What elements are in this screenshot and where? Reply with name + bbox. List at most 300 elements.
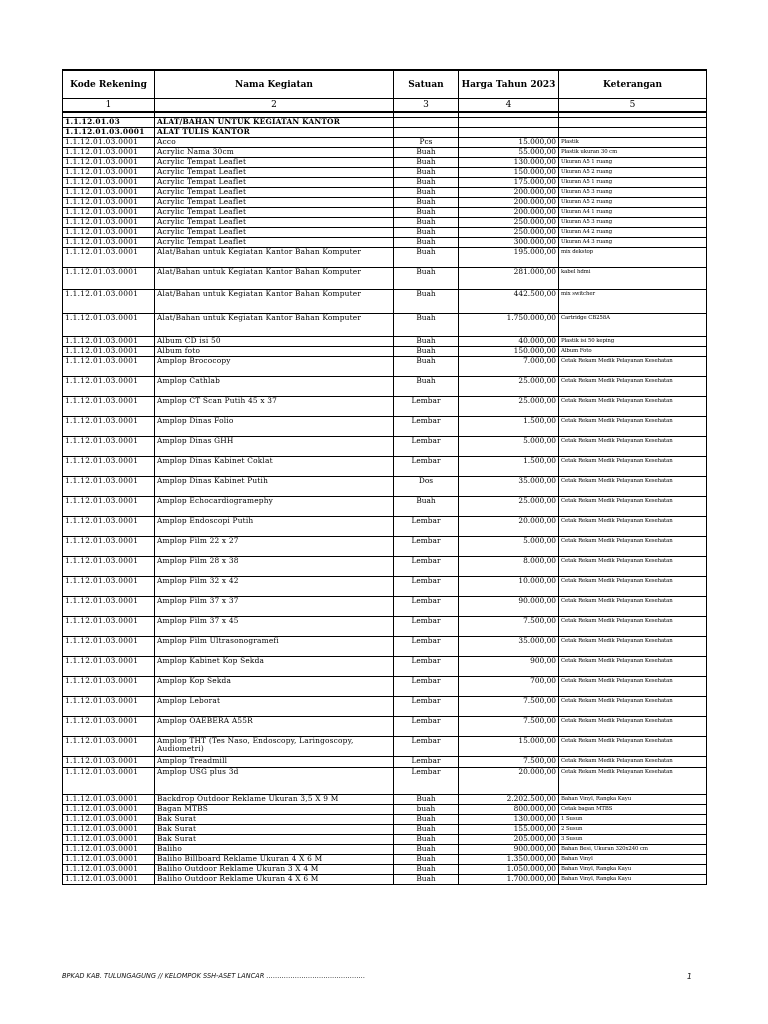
cell-keterangan: Plastik: [559, 138, 707, 148]
table-row: [63, 537, 707, 557]
cell-kode-rekening: 1.1.12.01.03.0001: [63, 795, 155, 805]
cell-keterangan: Plastik isi 50 keping: [559, 337, 707, 347]
cell-harga: 130.000,00: [459, 158, 559, 168]
cell-kode-rekening: 1.1.12.01.03.0001: [63, 477, 155, 497]
table-row: [63, 497, 707, 517]
cell-nama-kegiatan: Amplop USG plus 3d: [155, 768, 394, 795]
cell-satuan: Buah: [394, 188, 459, 198]
table-row: [63, 168, 707, 178]
cell-kode-rekening: 1.1.12.01.03.0001: [63, 597, 155, 617]
cell-nama-kegiatan: ALAT/BAHAN UNTUK KEGIATAN KANTOR: [155, 118, 394, 128]
column-number: 1: [63, 99, 155, 113]
cell-nama-kegiatan: Amplop Film 37 x 45: [155, 617, 394, 637]
cell-harga: 25.000,00: [459, 397, 559, 417]
cell-kode-rekening: 1.1.12.01.03.0001: [63, 737, 155, 757]
cell-satuan: Buah: [394, 825, 459, 835]
cell-keterangan: Plastik ukuran 30 cm: [559, 148, 707, 158]
cell-kode-rekening: 1.1.12.01.03.0001: [63, 314, 155, 337]
column-number: 2: [155, 99, 394, 113]
cell-nama-kegiatan: Amplop Kop Sekda: [155, 677, 394, 697]
cell-nama-kegiatan: Amplop Treadmill: [155, 757, 394, 768]
table-row: [63, 457, 707, 477]
cell-kode-rekening: 1.1.12.01.03.0001: [63, 357, 155, 377]
cell-keterangan: Cetak Rekam Medik Pelayanan Kesehatan: [559, 677, 707, 697]
cell-harga: 1.050.000,00: [459, 865, 559, 875]
cell-harga: 700,00: [459, 677, 559, 697]
cell-keterangan: 2 Susun: [559, 825, 707, 835]
cell-satuan: [394, 128, 459, 138]
cell-keterangan: Ukuran A4 2 ruang: [559, 228, 707, 238]
cell-keterangan: Cetak Rekam Medik Pelayanan Kesehatan: [559, 397, 707, 417]
cell-keterangan: Cetak Rekam Medik Pelayanan Kesehatan: [559, 768, 707, 795]
cell-satuan: Lembar: [394, 717, 459, 737]
footer-text: BPKAD KAB. TULUNGAGUNG // KELOMPOK SSH-ASET LANCAR ………………………………………: [62, 972, 366, 980]
cell-harga: 15.000,00: [459, 737, 559, 757]
cell-nama-kegiatan: Amplop CT Scan Putih 45 x 37: [155, 397, 394, 417]
table-row: [63, 138, 707, 148]
cell-satuan: Lembar: [394, 417, 459, 437]
cell-nama-kegiatan: Amplop Film 28 x 38: [155, 557, 394, 577]
cell-kode-rekening: 1.1.12.01.03.0001: [63, 128, 155, 138]
cell-satuan: Lembar: [394, 617, 459, 637]
cell-keterangan: 3 Susun: [559, 835, 707, 845]
cell-harga: 10.000,00: [459, 577, 559, 597]
cell-keterangan: Cetak Rekam Medik Pelayanan Kesehatan: [559, 357, 707, 377]
cell-satuan: Lembar: [394, 537, 459, 557]
table-row: [63, 657, 707, 677]
cell-keterangan: Bahan Besi, Ukuran 320x240 cm: [559, 845, 707, 855]
cell-harga: 20.000,00: [459, 768, 559, 795]
cell-kode-rekening: 1.1.12.01.03.0001: [63, 208, 155, 218]
cell-nama-kegiatan: Acco: [155, 138, 394, 148]
cell-nama-kegiatan: Amplop Dinas Kabinet Putih: [155, 477, 394, 497]
cell-keterangan: Cetak Rekam Medik Pelayanan Kesehatan: [559, 697, 707, 717]
cell-nama-kegiatan: Bak Surat: [155, 815, 394, 825]
cell-nama-kegiatan: Amplop Echocardiogramephy: [155, 497, 394, 517]
cell-nama-kegiatan: Album foto: [155, 347, 394, 357]
header-nama-kegiatan: Nama Kegiatan: [155, 70, 394, 99]
cell-harga: 1.500,00: [459, 417, 559, 437]
cell-kode-rekening: 1.1.12.01.03.0001: [63, 347, 155, 357]
table-row: [63, 865, 707, 875]
cell-satuan: Lembar: [394, 437, 459, 457]
table-row: [63, 717, 707, 737]
cell-satuan: Buah: [394, 218, 459, 228]
cell-satuan: Buah: [394, 248, 459, 268]
cell-kode-rekening: 1.1.12.01.03.0001: [63, 875, 155, 885]
table-row: [63, 517, 707, 537]
cell-kode-rekening: 1.1.12.01.03.0001: [63, 337, 155, 347]
cell-satuan: Buah: [394, 357, 459, 377]
cell-nama-kegiatan: Amplop Brococopy: [155, 357, 394, 377]
cell-kode-rekening: 1.1.12.01.03.0001: [63, 637, 155, 657]
table-row: [63, 845, 707, 855]
cell-harga: 1.750.000,00: [459, 314, 559, 337]
cell-keterangan: [559, 128, 707, 138]
cell-satuan: Pcs: [394, 138, 459, 148]
column-number: 5: [559, 99, 707, 113]
cell-nama-kegiatan: Acrylic Tempat Leaflet: [155, 178, 394, 188]
table-row: [63, 314, 707, 337]
cell-harga: 300.000,00: [459, 238, 559, 248]
cell-kode-rekening: 1.1.12.01.03.0001: [63, 198, 155, 208]
cell-satuan: Lembar: [394, 697, 459, 717]
cell-keterangan: Cetak Rekam Medik Pelayanan Kesehatan: [559, 457, 707, 477]
cell-nama-kegiatan: Album CD isi 50: [155, 337, 394, 347]
cell-satuan: Buah: [394, 845, 459, 855]
cell-satuan: Lembar: [394, 768, 459, 795]
cell-harga: 900.000,00: [459, 845, 559, 855]
cell-harga: 200.000,00: [459, 188, 559, 198]
cell-kode-rekening: 1.1.12.01.03.0001: [63, 815, 155, 825]
page-footer: [62, 972, 706, 984]
cell-nama-kegiatan: Acrylic Tempat Leaflet: [155, 238, 394, 248]
cell-satuan: Buah: [394, 148, 459, 158]
table-row: [63, 617, 707, 637]
document-page: [62, 69, 706, 885]
table-row: [63, 805, 707, 815]
cell-satuan: Buah: [394, 238, 459, 248]
cell-nama-kegiatan: Amplop THT (Tes Naso, Endoscopy, Laringoscopy, Audiometri): [155, 737, 394, 757]
cell-nama-kegiatan: Bagan MTBS: [155, 805, 394, 815]
cell-kode-rekening: 1.1.12.01.03.0001: [63, 397, 155, 417]
cell-satuan: Buah: [394, 855, 459, 865]
cell-satuan: Lembar: [394, 577, 459, 597]
cell-kode-rekening: 1.1.12.01.03.0001: [63, 845, 155, 855]
cell-nama-kegiatan: Amplop Kabinet Kop Sekda: [155, 657, 394, 677]
table-row: [63, 347, 707, 357]
cell-nama-kegiatan: Baliho: [155, 845, 394, 855]
cell-nama-kegiatan: Acrylic Tempat Leaflet: [155, 218, 394, 228]
cell-keterangan: Ukuran A5 3 ruang: [559, 188, 707, 198]
cell-harga: 7.000,00: [459, 357, 559, 377]
ssh-price-table: [62, 69, 707, 885]
cell-harga: 90.000,00: [459, 597, 559, 617]
table-row: [63, 417, 707, 437]
cell-kode-rekening: 1.1.12.01.03.0001: [63, 138, 155, 148]
cell-harga: 25.000,00: [459, 377, 559, 397]
cell-kode-rekening: 1.1.12.01.03.0001: [63, 168, 155, 178]
table-row: [63, 337, 707, 347]
cell-harga: 281.000,00: [459, 268, 559, 290]
cell-keterangan: mix switcher: [559, 290, 707, 314]
cell-satuan: Buah: [394, 158, 459, 168]
cell-satuan: Buah: [394, 208, 459, 218]
cell-harga: 200.000,00: [459, 208, 559, 218]
table-row: [63, 248, 707, 268]
cell-harga: 200.000,00: [459, 198, 559, 208]
cell-nama-kegiatan: Amplop OAEBERA A55R: [155, 717, 394, 737]
cell-harga: 130.000,00: [459, 815, 559, 825]
cell-harga: 150.000,00: [459, 168, 559, 178]
cell-satuan: Buah: [394, 337, 459, 347]
cell-harga: 442.500,00: [459, 290, 559, 314]
cell-keterangan: Cetak Rekam Medik Pelayanan Kesehatan: [559, 657, 707, 677]
cell-nama-kegiatan: Alat/Bahan untuk Kegiatan Kantor Bahan Komputer: [155, 268, 394, 290]
cell-satuan: buah: [394, 805, 459, 815]
cell-kode-rekening: 1.1.12.01.03.0001: [63, 537, 155, 557]
table-row: [63, 637, 707, 657]
cell-kode-rekening: 1.1.12.01.03.0001: [63, 557, 155, 577]
column-number: 3: [394, 99, 459, 113]
cell-satuan: Buah: [394, 347, 459, 357]
cell-keterangan: Ukuran A5 2 ruang: [559, 168, 707, 178]
cell-nama-kegiatan: Amplop Dinas Kabinet Coklat: [155, 457, 394, 477]
cell-harga: 35.000,00: [459, 477, 559, 497]
cell-nama-kegiatan: Bak Surat: [155, 835, 394, 845]
cell-harga: 15.000,00: [459, 138, 559, 148]
cell-kode-rekening: 1.1.12.01.03.0001: [63, 577, 155, 597]
cell-harga: 175.000,00: [459, 178, 559, 188]
cell-harga: 1.700.000,00: [459, 875, 559, 885]
cell-keterangan: Ukuran A5 2 ruang: [559, 198, 707, 208]
cell-nama-kegiatan: Amplop Dinas Folio: [155, 417, 394, 437]
table-row: [63, 557, 707, 577]
cell-kode-rekening: 1.1.12.01.03.0001: [63, 677, 155, 697]
cell-nama-kegiatan: Acrylic Tempat Leaflet: [155, 198, 394, 208]
cell-keterangan: Cetak Rekam Medik Pelayanan Kesehatan: [559, 437, 707, 457]
table-row: [63, 118, 707, 128]
table-row: [63, 835, 707, 845]
table-row: [63, 697, 707, 717]
table-row: [63, 437, 707, 457]
cell-satuan: [394, 118, 459, 128]
cell-harga: 1.500,00: [459, 457, 559, 477]
table-row: [63, 397, 707, 417]
cell-kode-rekening: 1.1.12.01.03.0001: [63, 238, 155, 248]
table-row: [63, 875, 707, 885]
table-row: [63, 148, 707, 158]
cell-nama-kegiatan: Acrylic Nama 30cm: [155, 148, 394, 158]
cell-harga: 250.000,00: [459, 218, 559, 228]
cell-nama-kegiatan: Amplop Dinas GHH: [155, 437, 394, 457]
cell-harga: 250.000,00: [459, 228, 559, 238]
cell-nama-kegiatan: Amplop Leborat: [155, 697, 394, 717]
cell-keterangan: Cetak Rekam Medik Pelayanan Kesehatan: [559, 717, 707, 737]
table-row: [63, 208, 707, 218]
cell-nama-kegiatan: Baliho Billboard Reklame Ukuran 4 X 6 M: [155, 855, 394, 865]
cell-keterangan: Bahan Vinyl, Rangka Kayu: [559, 875, 707, 885]
cell-satuan: Buah: [394, 168, 459, 178]
cell-nama-kegiatan: Amplop Film 37 x 37: [155, 597, 394, 617]
cell-harga: 25.000,00: [459, 497, 559, 517]
cell-kode-rekening: 1.1.12.01.03.0001: [63, 417, 155, 437]
cell-keterangan: Ukuran A5 1 ruang: [559, 158, 707, 168]
table-row: [63, 855, 707, 865]
cell-keterangan: Ukuran A4 1 ruang: [559, 208, 707, 218]
header-kode-rekening: Kode Rekening: [63, 70, 155, 99]
cell-kode-rekening: 1.1.12.01.03.0001: [63, 228, 155, 238]
cell-satuan: Lembar: [394, 737, 459, 757]
cell-satuan: Lembar: [394, 597, 459, 617]
cell-keterangan: Cetak Rekam Medik Pelayanan Kesehatan: [559, 597, 707, 617]
table-row: [63, 268, 707, 290]
cell-satuan: Lembar: [394, 557, 459, 577]
cell-nama-kegiatan: Amplop Cathlab: [155, 377, 394, 397]
cell-keterangan: Bahan Vinyl, Rangka Kayu: [559, 795, 707, 805]
cell-kode-rekening: 1.1.12.01.03.0001: [63, 657, 155, 677]
cell-satuan: Lembar: [394, 517, 459, 537]
cell-harga: 55.000,00: [459, 148, 559, 158]
cell-satuan: Lembar: [394, 757, 459, 768]
cell-nama-kegiatan: Acrylic Tempat Leaflet: [155, 228, 394, 238]
cell-keterangan: Cetak Rekam Medik Pelayanan Kesehatan: [559, 477, 707, 497]
cell-nama-kegiatan: Baliho Outdoor Reklame Ukuran 3 X 4 M: [155, 865, 394, 875]
table-row: [63, 228, 707, 238]
cell-satuan: Lembar: [394, 457, 459, 477]
cell-satuan: Buah: [394, 290, 459, 314]
cell-nama-kegiatan: Alat/Bahan untuk Kegiatan Kantor Bahan Komputer: [155, 290, 394, 314]
cell-nama-kegiatan: Acrylic Tempat Leaflet: [155, 188, 394, 198]
cell-keterangan: Cetak Rekam Medik Pelayanan Kesehatan: [559, 497, 707, 517]
cell-satuan: Buah: [394, 178, 459, 188]
table-row: [63, 128, 707, 138]
cell-harga: 7.500,00: [459, 717, 559, 737]
table-row: [63, 597, 707, 617]
cell-keterangan: Cetak Rekam Medik Pelayanan Kesehatan: [559, 757, 707, 768]
cell-kode-rekening: 1.1.12.01.03.0001: [63, 835, 155, 845]
cell-satuan: Buah: [394, 865, 459, 875]
cell-satuan: Buah: [394, 198, 459, 208]
table-row: [63, 768, 707, 795]
cell-harga: [459, 128, 559, 138]
table-row: [63, 290, 707, 314]
cell-harga: 205.000,00: [459, 835, 559, 845]
cell-kode-rekening: 1.1.12.01.03.0001: [63, 218, 155, 228]
cell-satuan: Buah: [394, 795, 459, 805]
table-row: [63, 757, 707, 768]
cell-kode-rekening: 1.1.12.01.03.0001: [63, 768, 155, 795]
cell-keterangan: Cetak Rekam Medik Pelayanan Kesehatan: [559, 737, 707, 757]
cell-keterangan: Ukuran A5 1 ruang: [559, 178, 707, 188]
cell-satuan: Buah: [394, 835, 459, 845]
table-row: [63, 477, 707, 497]
cell-satuan: Buah: [394, 875, 459, 885]
table-row: [63, 188, 707, 198]
cell-kode-rekening: 1.1.12.01.03.0001: [63, 148, 155, 158]
column-number: 4: [459, 99, 559, 113]
cell-harga: 7.500,00: [459, 757, 559, 768]
cell-keterangan: Bahan Vinyl: [559, 855, 707, 865]
cell-keterangan: Ukuran A5 3 ruang: [559, 218, 707, 228]
table-row: [63, 218, 707, 228]
cell-satuan: Buah: [394, 268, 459, 290]
table-row: [63, 825, 707, 835]
cell-nama-kegiatan: Amplop Film 22 x 27: [155, 537, 394, 557]
cell-nama-kegiatan: Amplop Endoscopi Putih: [155, 517, 394, 537]
cell-satuan: Buah: [394, 314, 459, 337]
cell-nama-kegiatan: Backdrop Outdoor Reklame Ukuran 3,5 X 9 M: [155, 795, 394, 805]
cell-keterangan: Cetak bagan MTBS: [559, 805, 707, 815]
cell-kode-rekening: 1.1.12.01.03.0001: [63, 457, 155, 477]
cell-satuan: Lembar: [394, 397, 459, 417]
cell-kode-rekening: 1.1.12.01.03.0001: [63, 377, 155, 397]
cell-kode-rekening: 1.1.12.01.03.0001: [63, 805, 155, 815]
cell-harga: 2.202.500,00: [459, 795, 559, 805]
cell-kode-rekening: 1.1.12.01.03.0001: [63, 158, 155, 168]
cell-harga: 8.000,00: [459, 557, 559, 577]
cell-kode-rekening: 1.1.12.01.03.0001: [63, 188, 155, 198]
table-row: [63, 577, 707, 597]
cell-harga: 7.500,00: [459, 697, 559, 717]
cell-kode-rekening: 1.1.12.01.03.0001: [63, 290, 155, 314]
cell-kode-rekening: 1.1.12.01.03.0001: [63, 617, 155, 637]
cell-harga: 150.000,00: [459, 347, 559, 357]
cell-harga: 40.000,00: [459, 337, 559, 347]
cell-keterangan: Ukuran A4 3 ruang: [559, 238, 707, 248]
cell-nama-kegiatan: ALAT TULIS KANTOR: [155, 128, 394, 138]
cell-keterangan: [559, 118, 707, 128]
table-row: [63, 357, 707, 377]
cell-keterangan: Cetak Rekam Medik Pelayanan Kesehatan: [559, 377, 707, 397]
cell-satuan: Buah: [394, 228, 459, 238]
header-satuan: Satuan: [394, 70, 459, 99]
cell-harga: 800.000,00: [459, 805, 559, 815]
cell-kode-rekening: 1.1.12.01.03.0001: [63, 178, 155, 188]
cell-keterangan: Cetak Rekam Medik Pelayanan Kesehatan: [559, 517, 707, 537]
cell-kode-rekening: 1.1.12.01.03.0001: [63, 517, 155, 537]
cell-kode-rekening: 1.1.12.01.03: [63, 118, 155, 128]
table-row: [63, 198, 707, 208]
table-row: [63, 238, 707, 248]
cell-harga: 5.000,00: [459, 437, 559, 457]
cell-harga: 7.500,00: [459, 617, 559, 637]
cell-keterangan: Album Foto: [559, 347, 707, 357]
cell-satuan: Dos: [394, 477, 459, 497]
cell-satuan: Buah: [394, 497, 459, 517]
cell-kode-rekening: 1.1.12.01.03.0001: [63, 757, 155, 768]
table-row: [63, 158, 707, 168]
table-header-row: [63, 70, 707, 99]
cell-satuan: Buah: [394, 815, 459, 825]
cell-keterangan: Cetak Rekam Medik Pelayanan Kesehatan: [559, 637, 707, 657]
header-harga-tahun: Harga Tahun 2023: [459, 70, 559, 99]
cell-harga: 195.000,00: [459, 248, 559, 268]
cell-harga: 5.000,00: [459, 537, 559, 557]
table-row: [63, 795, 707, 805]
table-row: [63, 377, 707, 397]
cell-kode-rekening: 1.1.12.01.03.0001: [63, 855, 155, 865]
cell-keterangan: Cetak Rekam Medik Pelayanan Kesehatan: [559, 557, 707, 577]
cell-keterangan: Cartridge CB258A: [559, 314, 707, 337]
table-row: [63, 677, 707, 697]
header-keterangan: Keterangan: [559, 70, 707, 99]
cell-nama-kegiatan: Alat/Bahan untuk Kegiatan Kantor Bahan Komputer: [155, 248, 394, 268]
cell-harga: 900,00: [459, 657, 559, 677]
cell-keterangan: Cetak Rekam Medik Pelayanan Kesehatan: [559, 537, 707, 557]
cell-harga: 20.000,00: [459, 517, 559, 537]
cell-harga: 155.000,00: [459, 825, 559, 835]
cell-kode-rekening: 1.1.12.01.03.0001: [63, 248, 155, 268]
cell-kode-rekening: 1.1.12.01.03.0001: [63, 437, 155, 457]
cell-nama-kegiatan: Acrylic Tempat Leaflet: [155, 158, 394, 168]
cell-keterangan: Cetak Rekam Medik Pelayanan Kesehatan: [559, 417, 707, 437]
cell-kode-rekening: 1.1.12.01.03.0001: [63, 825, 155, 835]
cell-harga: 1.350.000,00: [459, 855, 559, 865]
cell-nama-kegiatan: Amplop Film 32 x 42: [155, 577, 394, 597]
cell-nama-kegiatan: Baliho Outdoor Reklame Ukuran 4 X 6 M: [155, 875, 394, 885]
cell-satuan: Buah: [394, 377, 459, 397]
cell-keterangan: Bahan Vinyl, Rangka Kayu: [559, 865, 707, 875]
cell-keterangan: Cetak Rekam Medik Pelayanan Kesehatan: [559, 617, 707, 637]
table-row: [63, 737, 707, 757]
cell-keterangan: mix dekstop: [559, 248, 707, 268]
cell-nama-kegiatan: Acrylic Tempat Leaflet: [155, 208, 394, 218]
cell-kode-rekening: 1.1.12.01.03.0001: [63, 497, 155, 517]
cell-nama-kegiatan: Bak Surat: [155, 825, 394, 835]
table-row: [63, 178, 707, 188]
cell-keterangan: 1 Susun: [559, 815, 707, 825]
